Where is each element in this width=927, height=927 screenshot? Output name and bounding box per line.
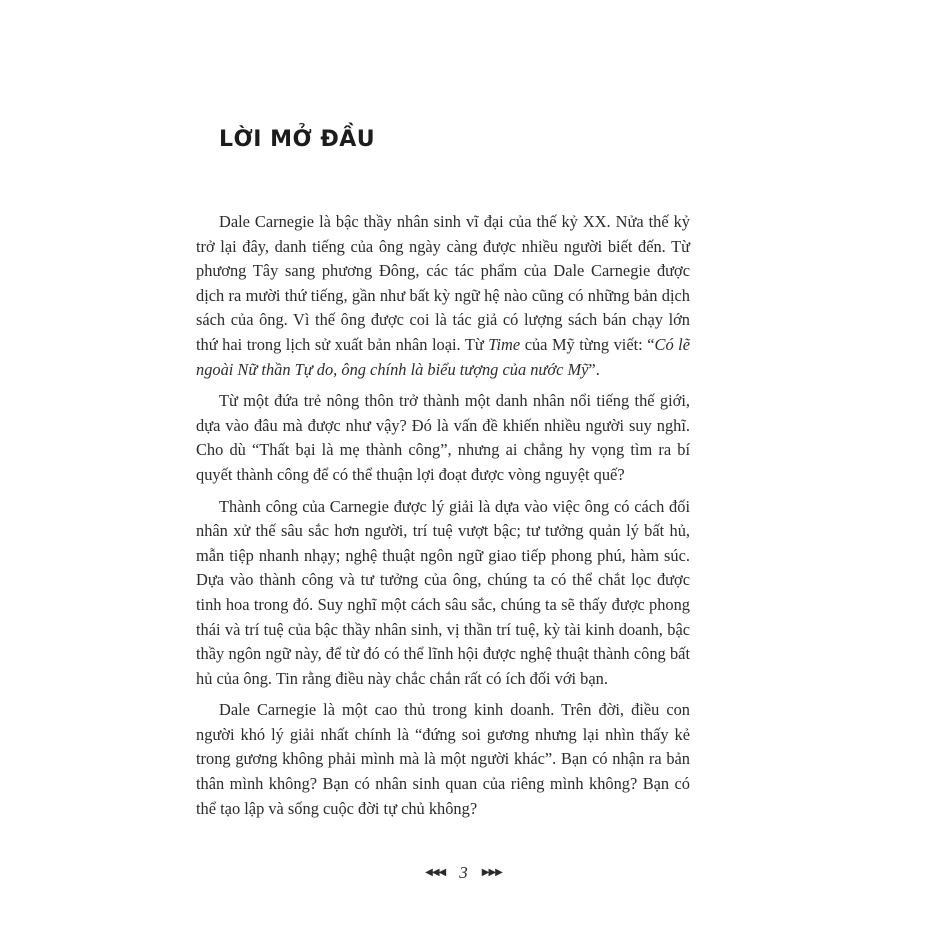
page-footer [0, 862, 927, 884]
paragraph-3: Thành công của Carnegie được lý giải là dựa vào việc ông có cách đối nhân xử thế sâu sắc hơn người, trí tuệ vượt bậc; tư tưởng quản lý bất hủ, mẫn tiệp nhanh nhạy; nghệ thuật ngôn ngữ giao tiếp phong phú, hàm súc. Dựa vào thành công và tư tưởng của ông, chúng ta có thể chắt lọc được tinh hoa trong đó. Suy nghĩ một cách sâu sắc, chúng ta sẽ thấy được phong thái và trí tuệ của bậc thầy nhân sinh, vị thần trí tuệ, kỳ tài kinh doanh, bậc thầy ngôn ngữ này, để từ đó có thể lĩnh hội được nghệ thuật thành công bất hủ của ông. Tin rằng điều này chắc chắn rất có ích đối với bạn. [196, 496, 690, 688]
left-arrows-icon: ◀◀◀ [425, 867, 446, 879]
right-arrows-icon: ▶▶▶ [481, 867, 502, 879]
paragraph-2: Từ một đứa trẻ nông thôn trở thành một danh nhân nổi tiếng thế giới, dựa vào đâu mà được như vậy? Đó là vấn đề khiến nhiều người suy nghĩ. Cho dù “Thất bại là mẹ thành công”, nhưng ai chẳng hy vọng tìm ra bí quyết thành công để có thể thuận lợi đoạt được vòng nguyệt quế? [196, 391, 690, 484]
paragraph-1-text: Dale Carnegie là bậc thầy nhân sinh vĩ đại của thế kỷ XX. Nửa thế kỷ trở lại đây, danh tiếng của ông ngày càng được nhiều người biết đến. Từ phương Tây sang phương Đông, các tác phẩm của Dale Carnegie được dịch ra mười thứ tiếng, gần như bất kỳ ngữ hệ nào cũng có những bản dịch sách của ông. Vì thế ông được coi là tác giả có lượng sách bán chạy lớn thứ hai trong lịch sử xuất bản nhân loại. Từ [196, 212, 690, 354]
paragraph-1 [196, 210, 690, 382]
magazine-title: Time [488, 334, 521, 354]
chapter-heading: LỜI MỞ ĐẦU [219, 127, 376, 152]
body-text [196, 210, 690, 821]
paragraph-1-text-cont: của Mỹ từng viết: “ [520, 334, 655, 354]
page-number: 3 [459, 863, 468, 883]
quotation: Có lẽ ngoài Nữ thần Tự do, ông chính là biểu tượng của nước Mỹ [196, 334, 691, 379]
paragraph-1-end: ”. [588, 359, 600, 379]
paragraph-4: Dale Carnegie là một cao thủ trong kinh doanh. Trên đời, điều con người khó lý giải nhất chính là “đứng soi gương nhưng lại nhìn thấy kẻ trong gương không phải mình mà là một người khác”. Bạn có nhận ra bản thân mình không? Bạn có nhân sinh quan của riêng mình không? Bạn có thể tạo lập và sống cuộc đời tự chủ không? [196, 700, 690, 818]
